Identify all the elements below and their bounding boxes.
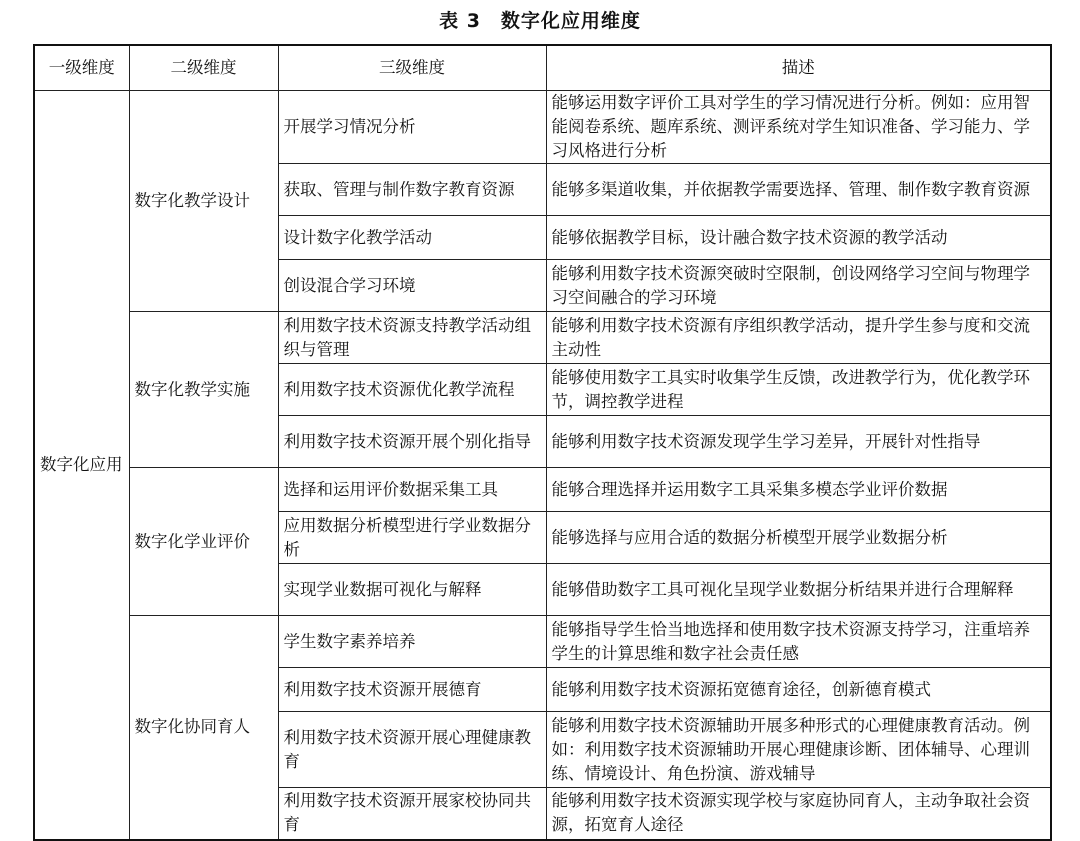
description-cell: 能够利用数字技术资源实现学校与家庭协同育人，主动争取社会资源，拓宽育人途径 [546,788,1051,840]
description-cell: 能够利用数字技术资源发现学生学习差异，开展针对性指导 [546,416,1051,468]
description-cell: 能够使用数字工具实时收集学生反馈，改进教学行为，优化教学环节，调控教学进程 [546,364,1051,416]
level2-cell: 数字化教学设计 [129,91,278,312]
level3-cell: 设计数字化教学活动 [278,216,546,260]
description-cell: 能够依据教学目标，设计融合数字技术资源的教学活动 [546,216,1051,260]
description-cell: 能够利用数字技术资源有序组织教学活动，提升学生参与度和交流主动性 [546,312,1051,364]
level3-cell: 创设混合学习环境 [278,260,546,312]
level3-cell: 获取、管理与制作数字教育资源 [278,164,546,216]
description-cell: 能够运用数字评价工具对学生的学习情况进行分析。例如：应用智能阅卷系统、题库系统、测评系统对学生知识准备、学习能力、学习风格进行分析 [546,91,1051,164]
level3-cell: 利用数字技术资源开展家校协同共育 [278,788,546,840]
description-cell: 能够指导学生恰当地选择和使用数字技术资源支持学习，注重培养学生的计算思维和数字社会责任感 [546,616,1051,668]
description-cell: 能够选择与应用合适的数据分析模型开展学业数据分析 [546,512,1051,564]
level3-cell: 利用数字技术资源优化教学流程 [278,364,546,416]
table-title: 表 3 数字化应用维度 [439,10,641,32]
level3-cell: 学生数字素养培养 [278,616,546,668]
description-cell: 能够借助数字工具可视化呈现学业数据分析结果并进行合理解释 [546,564,1051,616]
level3-cell: 选择和运用评价数据采集工具 [278,468,546,512]
header-level1: 一级维度 [34,45,129,91]
level1-cell: 数字化应用 [34,91,129,840]
level3-cell: 实现学业数据可视化与解释 [278,564,546,616]
level3-cell: 利用数字技术资源开展个别化指导 [278,416,546,468]
description-cell: 能够多渠道收集，并依据教学需要选择、管理、制作数字教育资源 [546,164,1051,216]
level2-cell: 数字化学业评价 [129,468,278,616]
level3-cell: 利用数字技术资源开展心理健康教育 [278,712,546,788]
level3-cell: 应用数据分析模型进行学业数据分析 [278,512,546,564]
table-row [34,616,1051,668]
header-level3: 三级维度 [278,45,546,91]
header-row [34,45,1051,91]
description-cell: 能够利用数字技术资源拓宽德育途径，创新德育模式 [546,668,1051,712]
table-row [34,468,1051,512]
header-level2: 二级维度 [129,45,278,91]
description-cell: 能够利用数字技术资源突破时空限制，创设网络学习空间与物理学习空间融合的学习环境 [546,260,1051,312]
header-description: 描述 [546,45,1051,91]
table-row [34,312,1051,364]
level2-cell: 数字化教学实施 [129,312,278,468]
level3-cell: 利用数字技术资源开展德育 [278,668,546,712]
table-row [34,91,1051,164]
level2-cell: 数字化协同育人 [129,616,278,840]
level3-cell: 利用数字技术资源支持教学活动组织与管理 [278,312,546,364]
description-cell: 能够合理选择并运用数字工具采集多模态学业评价数据 [546,468,1051,512]
dimension-table [33,44,1052,841]
description-cell: 能够利用数字技术资源辅助开展多种形式的心理健康教育活动。例如：利用数字技术资源辅助开展心理健康诊断、团体辅导、心理训练、情境设计、角色扮演、游戏辅导 [546,712,1051,788]
level3-cell: 开展学习情况分析 [278,91,546,164]
